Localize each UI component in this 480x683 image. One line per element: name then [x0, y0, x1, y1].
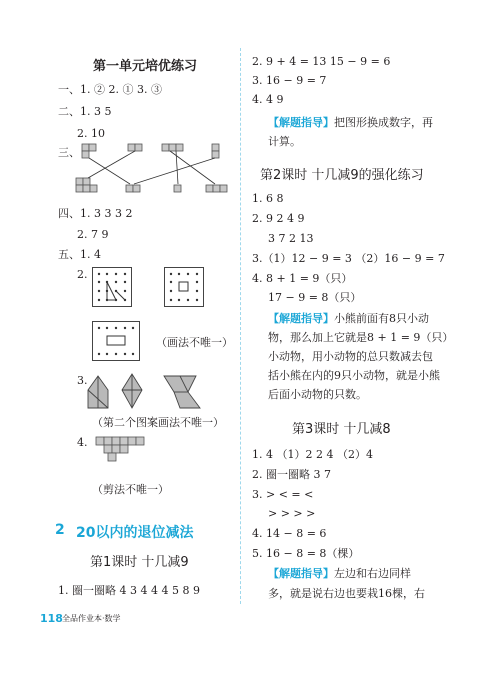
answer-q2-1: 二、1. 3 5	[58, 105, 112, 118]
lesson3-title: 第3课时 十几减8	[292, 422, 391, 437]
l2-answer-2b: 3 7 2 13	[268, 232, 314, 245]
tip3-line1: 【解题指导】左边和右边同样	[268, 567, 411, 580]
answer-q5-2-label: 2.	[77, 268, 88, 281]
column-divider	[240, 48, 241, 604]
lesson1-title: 第1课时 十几减9	[90, 555, 189, 570]
answer-q5-4-label: 4.	[77, 436, 88, 449]
l3-answer-2: 2. 圈一圈略 3 7	[252, 468, 331, 481]
l2-answer-4b: 17 − 9 = 8（只）	[268, 291, 362, 304]
l2-answer-2a: 2. 9 2 4 9	[252, 212, 305, 225]
answer-q5-3-label: 3.	[77, 374, 88, 387]
dot-grid-2	[164, 267, 204, 307]
l2-answer-3: 3.（1）12 − 9 = 3 （2）16 − 9 = 7	[252, 252, 445, 265]
l2-answer-1: 1. 6 8	[252, 192, 284, 205]
lesson1-answer-1: 1. 圈一圈略 4 3 4 4 4 5 8 9	[58, 584, 200, 597]
tip2-line2: 物，那么加上它就是8 + 1 = 9（只）	[268, 331, 454, 344]
answer-q1: 一、1. ② 2. ① 3. ③	[58, 83, 162, 96]
section-title: 20以内的退位减法	[76, 525, 194, 541]
answer-q5-1: 五、1. 4	[58, 248, 101, 261]
book-title: 全品作业本·数学	[62, 614, 121, 623]
r-answer-3: 3. 16 − 9 = 7	[252, 74, 327, 87]
q5-3-note: （第二个图案画法不唯一）	[92, 416, 224, 429]
tip2-line5: 后面小动物的只数。	[268, 388, 367, 401]
tangram-figures	[88, 372, 218, 412]
lesson2-title: 第2课时 十几减9的强化练习	[260, 168, 424, 183]
unit-title: 第一单元培优练习	[93, 59, 198, 74]
l2-answer-4a: 4. 8 + 1 = 9（只）	[252, 272, 353, 285]
tip2-line4: 括小熊在内的9只小动物，就是小熊	[268, 369, 440, 382]
answer-q2-2: 2. 10	[77, 127, 105, 140]
dot-grid-1	[92, 267, 132, 307]
l3-answer-3a: 3. > < = <	[252, 488, 314, 501]
dot-grid-3	[92, 321, 140, 361]
r-answer-2: 2. 9 + 4 = 13 15 − 9 = 6	[252, 55, 391, 68]
answer-q3-label: 三、	[58, 146, 80, 159]
answer-q4-1: 四、1. 3 3 3 2	[58, 207, 133, 220]
tip1-line1: 【解题指导】把图形换成数字，再	[268, 116, 433, 129]
tip2-line1: 【解题指导】小熊前面有8只小动	[268, 312, 429, 325]
tip3-line2: 多，就是说右边也要栽16棵，右	[268, 587, 425, 600]
tip2-line3: 小动物，用小动物的总只数减去包	[268, 350, 433, 363]
l3-answer-3b: > > > >	[268, 507, 316, 520]
cutting-figure	[96, 437, 146, 467]
answer-q4-2: 2. 7 9	[77, 228, 109, 241]
tip1-line2: 计算。	[268, 135, 301, 148]
l3-answer-1: 1. 4 （1）2 2 4 （2）4	[252, 448, 373, 461]
q5-4-note: （剪法不唯一）	[92, 483, 169, 496]
r-answer-4: 4. 4 9	[252, 93, 284, 106]
matching-figure	[70, 140, 240, 200]
section-number: 2	[55, 522, 65, 538]
tip-label: 【解题指导】	[268, 116, 334, 129]
q5-2-note: （画法不唯一）	[156, 336, 233, 349]
l3-answer-4: 4. 14 − 8 = 6	[252, 527, 327, 540]
l3-answer-5: 5. 16 − 8 = 8（棵）	[252, 547, 360, 560]
page-number: 118	[40, 612, 63, 625]
